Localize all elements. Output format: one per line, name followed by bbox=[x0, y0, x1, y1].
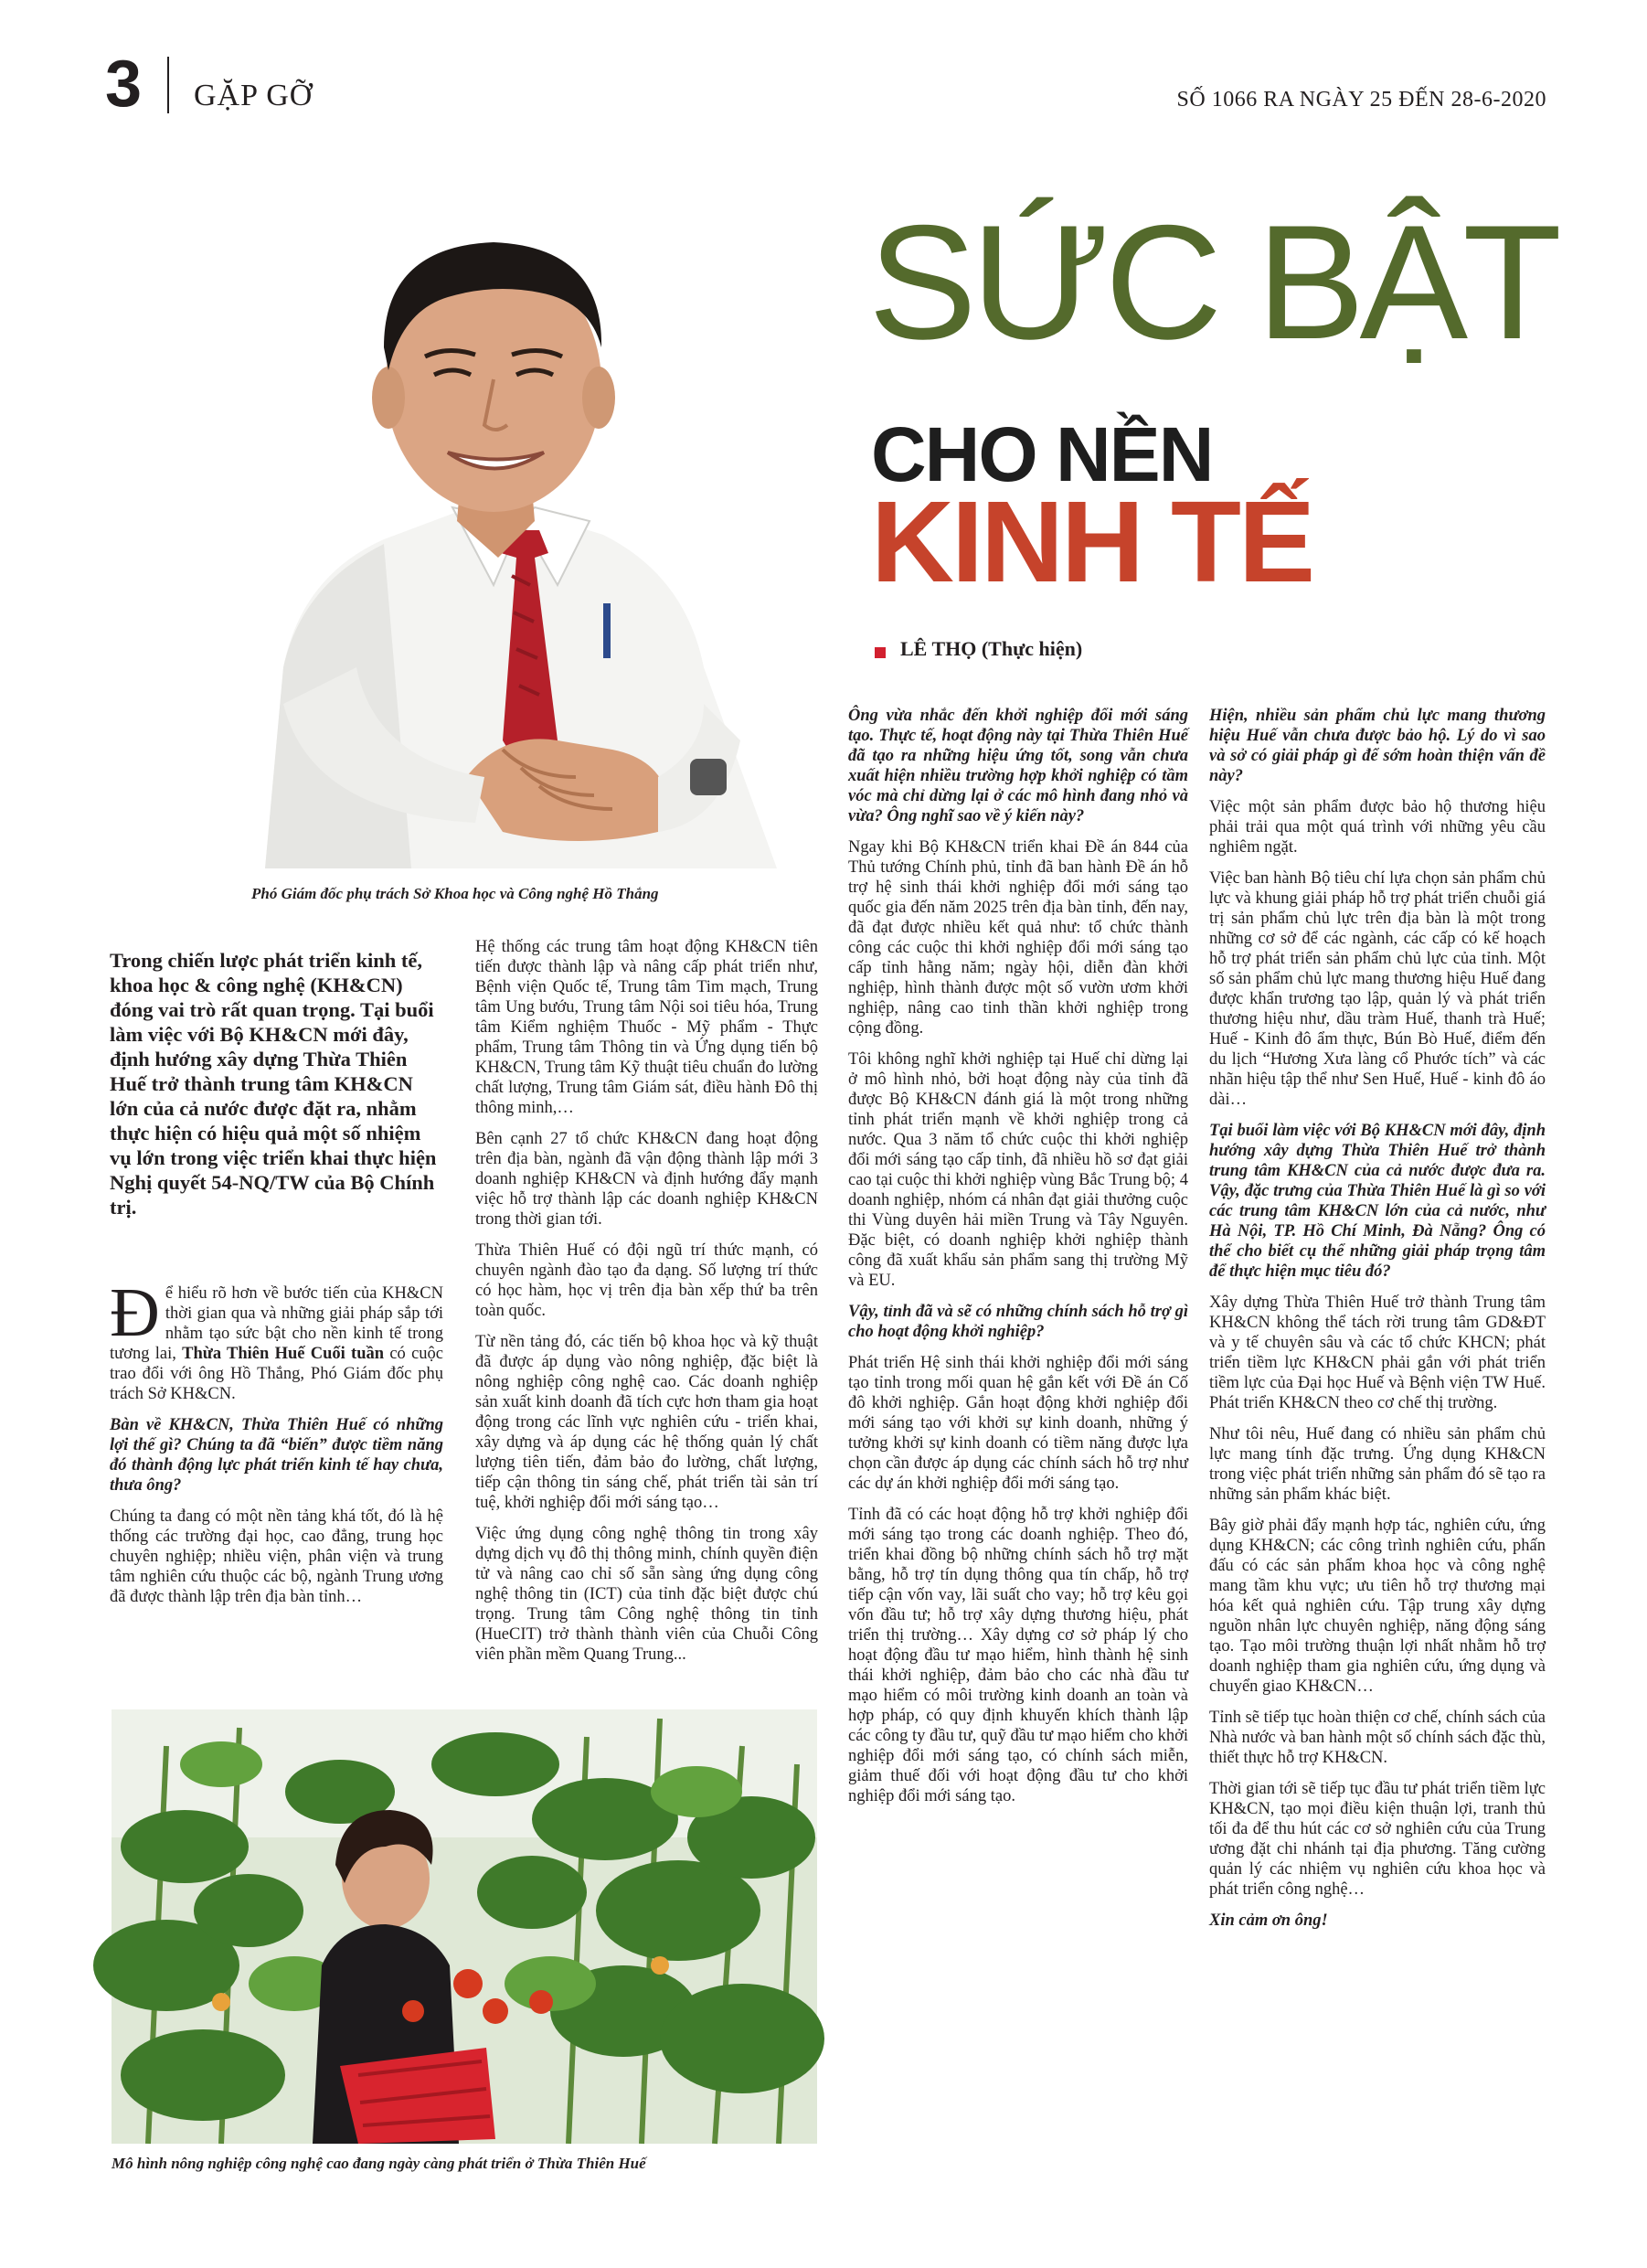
title-line-1: SỨC BẬT bbox=[868, 191, 1557, 373]
page-number: 3 bbox=[105, 48, 143, 121]
garden-photo bbox=[112, 1709, 817, 2144]
answer-paragraph: Bây giờ phải đẩy mạnh hợp tác, nghiên cứu, ứng dụng KH&CN; các công trình nghiên cứu, phấn đấu có các sản phẩm khoa học và công nghệ mang tầm khu vực; ưu tiên hỗ trợ thương mại hóa kết quả nghiên cứu. Tập trung xây dựng nguồn nhân lực chuyên nghiệp, năng động sáng tạo. Tạo môi trường thuận lợi nhất nhằm hỗ trợ doanh nghiệp tham gia nghiên cứu, ứng dụng và chuyển giao KH&CN… bbox=[1209, 1517, 1546, 1696]
byline-bullet-icon bbox=[875, 647, 886, 658]
answer-paragraph: Việc ban hành Bộ tiêu chí lựa chọn sản phẩm chủ lực và khung giải pháp hỗ trợ phát triển chuỗi giá trị sản phẩm chủ lực trên địa bàn là một trong những cơ sở để các ngành, các cấp có kế hoạch hỗ trợ phát triển sản phẩm chủ lực của tỉnh. Một số sản phẩm chủ lực mang thương hiệu Huế đang được khẩn trương tạo lập, quản lý và phát triển thương hiệu như, dầu tràm Huế, thanh trà Huế; Huế - Kinh đô ẩm thực, Bún Bò Huế, điểm đến du lịch “Hương Xưa làng cổ Phước tích” và các nhãn hiệu tập thể như Sen Huế, Huế - kinh đô áo dài… bbox=[1209, 869, 1546, 1109]
answer-paragraph: Việc ứng dụng công nghệ thông tin trong xây dựng dịch vụ đô thị thông minh, chính quyền điện tử và nâng cao chỉ số sẵn sàng ứng dụng công nghệ thông tin (ICT) của tỉnh đặc biệt được chú trọng. Trung tâm Công nghệ thông tin tỉnh (HueCIT) trở thành thành viên của Chuỗi Công viên phần mềm Quang Trung... bbox=[475, 1525, 818, 1664]
question-3: Vậy, tỉnh đã và sẽ có những chính sách hỗ trợ gì cho hoạt động khởi nghiệp? bbox=[848, 1303, 1188, 1341]
answer-paragraph: Xây dựng Thừa Thiên Huế trở thành Trung tâm KH&CN không thể tách rời trung tâm GD&ĐT và y tế chuyên sâu và các tổ chức KHCN; phát triển tiềm lực KH&CN phải gắn với phát triển tiềm lực của Đại học Huế và Bệnh viện TW Huế. Phát triển KH&CN theo cơ chế thị trường. bbox=[1209, 1294, 1546, 1412]
drop-cap: Đ bbox=[110, 1274, 160, 1351]
question-1: Bàn về KH&CN, Thừa Thiên Huế có những lợi thế gì? Chúng ta đã “biến” được tiềm năng đó thành động lực phát triển kinh tế hay chưa, thưa ông? bbox=[110, 1416, 443, 1495]
issue-info: SỐ 1066 RA NGÀY 25 ĐẾN 28-6-2020 bbox=[1176, 88, 1546, 112]
answer-paragraph: Như tôi nêu, Huế đang có nhiều sản phẩm chủ lực mang tính đặc trưng. Ứng dụng KH&CN trong việc phát triển những sản phẩm đó sẽ tạo ra những sản phẩm khác biệt. bbox=[1209, 1425, 1546, 1504]
answer-paragraph: Hệ thống các trung tâm hoạt động KH&CN tiên tiến được thành lập và nâng cấp phát triển như, Bệnh viện Quốc tế, Trung tâm Tim mạch, Trung tâm Ung bướu, Trung tâm Nội soi tiêu hóa, Trung tâm Kiểm nghiệm Thuốc - Mỹ phẩm - Thực phẩm, Trung tâm Thông tin và Ứng dụng tiến bộ KH&CN, Trung tâm Kỹ thuật tiêu chuẩn đo lường chất lượng, Trung tâm Giám sát, điều hành Đô thị thông minh,… bbox=[475, 938, 818, 1117]
article-column-3 bbox=[848, 706, 1188, 1817]
answer-paragraph: Từ nền tảng đó, các tiến bộ khoa học và kỹ thuật đã được áp dụng vào nông nghiệp, đặc biệt là nông nghiệp công nghệ cao. Các doanh nghiệp sản xuất kinh doanh đã tích cực hơn tham gia hoạt động trong các lĩnh vực nghiên cứu - triển khai, xây dựng và áp dụng các hệ thống quản lý chất lượng tiên tiến, đảm bảo đo lường, chất lượng, tiếp cận thông tin sáng chế, phát triển tài sản trí tuệ, khởi nghiệp đổi mới sáng tạo… bbox=[475, 1333, 818, 1512]
answer-paragraph: Tỉnh đã có các hoạt động hỗ trợ khởi nghiệp đổi mới sáng tạo trong các doanh nghiệp. Theo đó, triển khai đồng bộ những chính sách hỗ trợ mặt bằng, hỗ trợ tín dụng thông qua tín chấp, hỗ trợ tiếp cận vốn vay, lãi suất cho vay; hỗ trợ kêu gọi vốn đầu tư; hỗ trợ xây dựng thương hiệu, phát triển thị trường… Xây dựng cơ sở pháp lý cho hoạt động đầu tư mạo hiểm, hình thành hệ sinh thái khởi nghiệp, đảm bảo cho các nhà đầu tư mạo hiểm có môi trường kinh doanh an toàn và hợp pháp, có quy định khuyến khích thành lập các công ty đầu tư, quỹ đầu tư mạo hiểm cho khởi nghiệp đổi mới sáng tạo, có chính sách miễn, giảm thuế đối với hoạt động đầu tư cho khởi nghiệp đổi mới sáng tạo. bbox=[848, 1506, 1188, 1805]
answer-paragraph: Tỉnh sẽ tiếp tục hoàn thiện cơ chế, chính sách của Nhà nước và ban hành một số chính sách đặc thù, thiết thực hỗ trợ KH&CN. bbox=[1209, 1709, 1546, 1767]
garden-caption: Mô hình nông nghiệp công nghệ cao đang ngày càng phát triển ở Thừa Thiên Huế bbox=[112, 2155, 646, 2172]
portrait-caption: Phó Giám đốc phụ trách Sở Khoa học và Công nghệ Hồ Thắng bbox=[251, 885, 659, 902]
answer-paragraph: Chúng ta đang có một nền tảng khá tốt, đó là hệ thống các trường đại học, cao đẳng, trung học chuyên nghiệp; nhiều viện, phân viện và trung tâm nghiên cứu thuộc các bộ, ngành Trung ương đã được thành lập trên địa bàn tỉnh… bbox=[110, 1507, 443, 1606]
answer-paragraph: Thừa Thiên Huế có đội ngũ trí thức mạnh, có chuyên ngành đào tạo đa dạng. Số lượng trí thức có học hàm, học vị trên địa bàn xếp thứ ba trên toàn quốc. bbox=[475, 1241, 818, 1320]
header-divider bbox=[167, 57, 169, 113]
article-column-2 bbox=[475, 937, 818, 1664]
question-2: Ông vừa nhắc đến khởi nghiệp đổi mới sáng tạo. Thực tế, hoạt động này tại Thừa Thiên Huế đã tạo ra những hiệu ứng tốt, song vẫn chưa xuất hiện nhiều trường hợp khởi nghiệp có tầm vóc mà chỉ dừng lại ở các mô hình đang nhỏ và vừa? Ông nghĩ sao về ý kiến này? bbox=[848, 707, 1188, 825]
byline: LÊ THỌ (Thực hiện) bbox=[900, 637, 1083, 660]
section-name: GẶP GỠ bbox=[194, 79, 313, 112]
answer-paragraph: Việc một sản phẩm được bảo hộ thương hiệu phải trải qua một quá trình với những yêu cầu nghiêm ngặt. bbox=[1209, 798, 1546, 857]
answer-paragraph: Ngay khi Bộ KH&CN triển khai Đề án 844 của Thủ tướng Chính phủ, tỉnh đã ban hành Đề án hỗ trợ hệ sinh thái khởi nghiệp đổi mới sáng tạo quốc gia đến năm 2025 trên địa bàn tỉnh, đến nay, đã đạt được nhiều kết quả như: tổ chức thành công các cuộc thi khởi nghiệp đổi mới sáng tạo cấp tỉnh hằng năm; ngày hội, diễn đàn khởi nghiệp, hình thành được một số vườn ươm khởi nghiệp, nâng cao tinh thần khởi nghiệp trong cộng đồng. bbox=[848, 838, 1188, 1038]
closing-thanks: Xin cảm ơn ông! bbox=[1209, 1911, 1328, 1930]
article-column-4 bbox=[1209, 706, 1546, 1942]
answer-paragraph: Thời gian tới sẽ tiếp tục đầu tư phát triển tiềm lực KH&CN, tạo mọi điều kiện thuận lợi, tranh thủ tối đa để thu hút các cơ sở nghiên cứu của Trung ương đặt chi nhánh tại địa phương. Tăng cường quản lý các nhiệm vụ nghiên cứu khoa học và phát triển công nghệ… bbox=[1209, 1780, 1546, 1899]
answer-paragraph: Tôi không nghĩ khởi nghiệp tại Huế chỉ dừng lại ở mô hình nhỏ, bởi hoạt động này của tỉnh đã được Bộ KH&CN đánh giá là một trong những tỉnh phát triển mạnh về khởi nghiệp trong cả nước. Qua 3 năm tổ chức cuộc thi khởi nghiệp đổi mới sáng tạo cấp tỉnh, đã nhiều hồ sơ đạt giải cao tại cuộc thi khởi nghiệp vùng Bắc Trung bộ; 4 doanh nghiệp, nhóm cá nhân đạt giải thưởng cuộc thi Vùng duyên hải miền Trung và Tây Nguyên. Đặc biệt, có doanh nghiệp khởi nghiệp thành công đã xuất khẩu sản phẩm sang thị trường Mỹ và EU. bbox=[848, 1050, 1188, 1290]
article-intro: Để hiểu rõ hơn về bước tiến của KH&CN thời gian qua và những giải pháp sắp tới nhằm tạo sức bật cho nền kinh tế trong tương lai, Thừa Thiên Huế Cuối tuần có cuộc trao đổi với ông Hồ Thắng, Phó Giám đốc phụ trách Sở KH&CN. bbox=[110, 1274, 443, 1403]
answer-paragraph: Bên cạnh 27 tổ chức KH&CN đang hoạt động trên địa bàn, ngành đã vận động thành lập mới 3 doanh nghiệp KH&CN và định hướng đẩy mạnh việc hỗ trợ thành lập các doanh nghiệp KH&CN trong thời gian tới. bbox=[475, 1130, 818, 1229]
article-lead: Trong chiến lược phát triển kinh tế, khoa học & công nghệ (KH&CN) đóng vai trò rất quan trọng. Tại buổi làm việc với Bộ KH&CN mới đây, định hướng xây dựng Thừa Thiên Huế trở thành trung tâm KH&CN lớn của cả nước được đặt ra, nhằm thực hiện có hiệu quả một số nhiệm vụ lớn trong việc triển khai thực hiện Nghị quyết 54-NQ/TW của Bộ Chính trị. bbox=[110, 949, 437, 1219]
question-5: Tại buổi làm việc với Bộ KH&CN mới đây, định hướng xây dựng Thừa Thiên Huế trở thành trung tâm KH&CN của cả nước được đưa ra. Vậy, đặc trưng của Thừa Thiên Huế là gì so với các trung tâm KH&CN lớn của cả nước, như Hà Nội, TP. Hồ Chí Minh, Đà Nẵng? Ông có thể cho biết cụ thể những giải pháp trọng tâm để thực hiện mục tiêu đó? bbox=[1209, 1122, 1546, 1281]
title-line-3: KINH TẾ bbox=[871, 477, 1312, 606]
article-column-1 bbox=[110, 948, 443, 1618]
answer-paragraph: Phát triển Hệ sinh thái khởi nghiệp đổi mới sáng tạo tỉnh trong mối quan hệ gắn kết với Đề án Cố đô khởi nghiệp. Gắn hoạt động khởi nghiệp đổi mới sáng tạo với khởi sự kinh doanh, những ý tưởng khởi sự kinh doanh có tiềm năng được lựa chọn cần được áp dụng các chính sách hỗ trợ như các dự án khởi nghiệp đổi mới sáng tạo. bbox=[848, 1354, 1188, 1493]
title-line-2: CHO NỀN bbox=[871, 411, 1213, 497]
question-4: Hiện, nhiều sản phẩm chủ lực mang thương hiệu Huế vẫn chưa được bảo hộ. Lý do vì sao và sở có giải pháp gì để sớm hoàn thiện vấn đề này? bbox=[1209, 707, 1546, 785]
portrait-photo bbox=[228, 192, 813, 868]
